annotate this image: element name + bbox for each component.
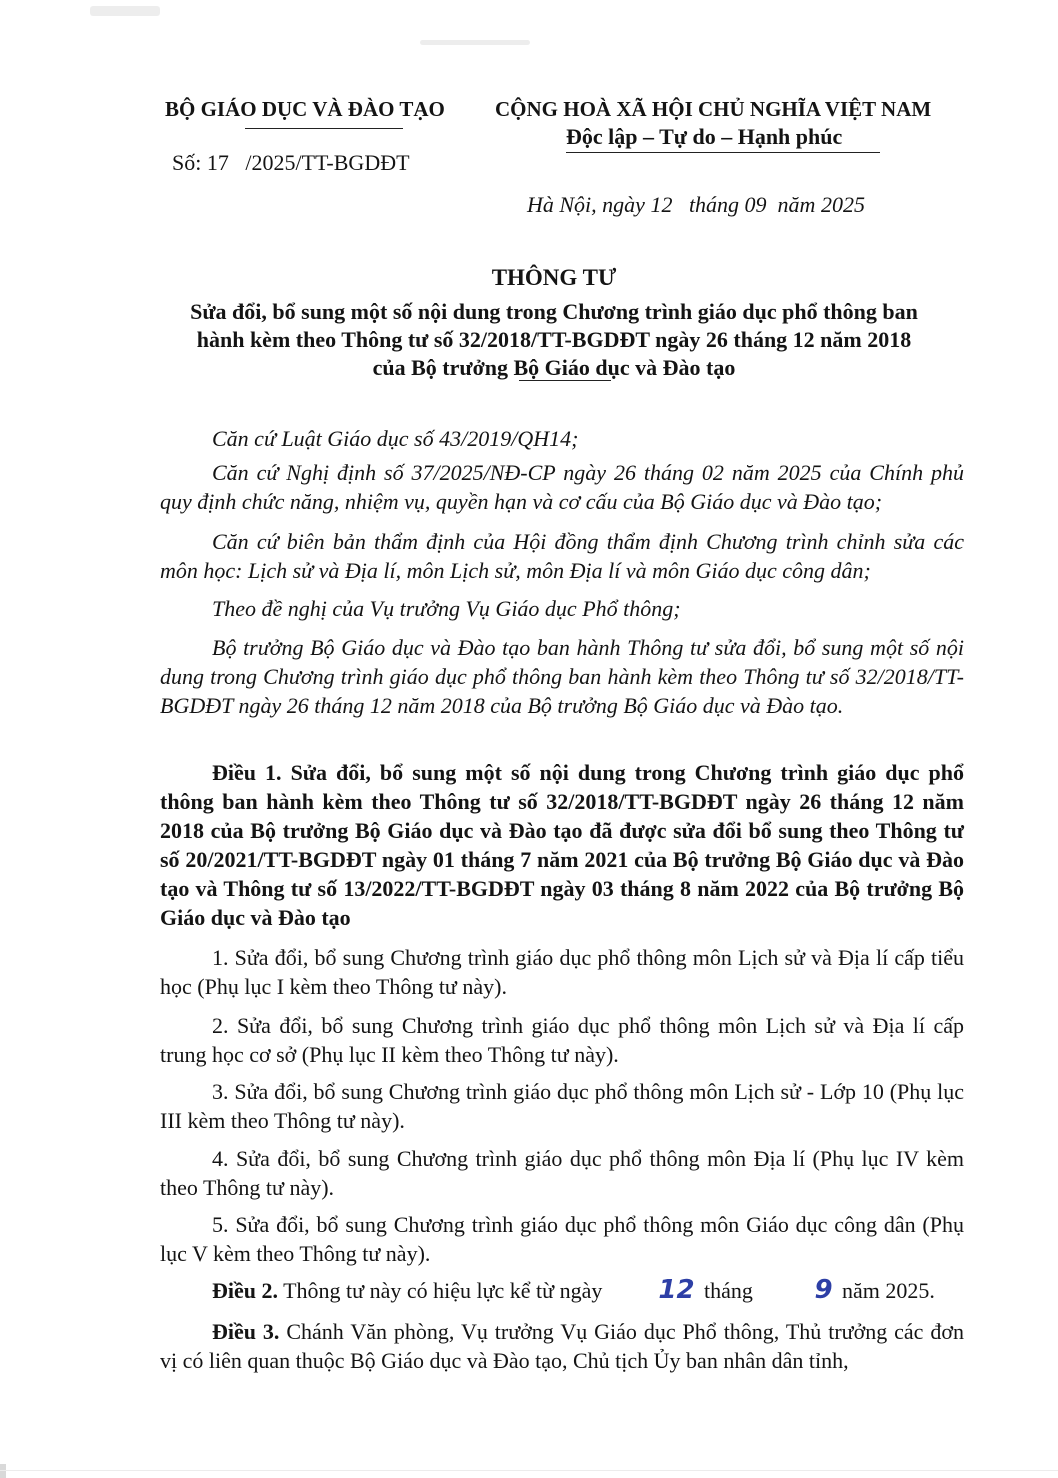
article-1-item-1: 1. Sửa đổi, bổ sung Chương trình giáo dục phổ thông môn Lịch sử và Địa lí cấp tiểu học (Phụ lục I kèm theo Thông tư này). [160,945,964,999]
motto-underline [566,152,880,153]
article-1-item-5: 5. Sửa đổi, bổ sung Chương trình giáo dục phổ thông môn Giáo dục công dân (Phụ lục V kèm theo Thông tư này). [160,1212,964,1266]
article-3-label: Điều 3. [212,1319,280,1344]
article-1-item-4: 4. Sửa đổi, bổ sung Chương trình giáo dục phổ thông môn Địa lí (Phụ lục IV kèm theo Thông tư này). [160,1146,964,1200]
article-2 [160,1276,964,1305]
place-date: Hà Nội, ngày 12 tháng 09 năm 2025 [527,192,865,217]
handwritten-day: 12 [658,1275,695,1305]
title-underline [519,380,611,381]
subject-line-2: hành kèm theo Thông tư số 32/2018/TT-BGDĐT ngày 26 tháng 12 năm 2018 [196,327,912,352]
national-motto: Độc lập – Tự do – Hạnh phúc [566,124,843,149]
article-2-label: Điều 2. [212,1278,278,1303]
document-type: THÔNG TƯ [491,265,617,290]
article-2-text-after: năm 2025. [836,1278,935,1303]
article-1-heading: Điều 1. Sửa đổi, bổ sung một số nội dung trong Chương trình giáo dục phổ thông ban hành kèm theo Thông tư số 32/2018/TT-BGDĐT ngày 26 tháng 12 năm 2018 của Bộ trưởng Bộ Giáo dục và Đào tạo đã được sửa đổi bổ sung theo Thông tư số 20/2021/TT-BGDĐT ngày 01 tháng 7 năm 2021 của Bộ trưởng Bộ Giáo dục và Đào tạo và Thông tư số 13/2022/TT-BGDĐT ngày 03 tháng 8 năm 2022 của Bộ trưởng Bộ Giáo dục và Đào tạo [160,760,964,930]
subject-line-3: của Bộ trưởng Bộ Giáo dục và Đào tạo [372,355,736,380]
article-3-text: Chánh Văn phòng, Vụ trưởng Vụ Giáo dục Phổ thông, Thủ trưởng các đơn vị có liên quan thuộc Bộ Giáo dục và Đào tạo, Chủ tịch Ủy ban nhân dân tỉnh, [160,1319,965,1373]
ministry-underline [245,128,403,129]
scan-edge-mark [0,1464,6,1478]
article-2-text-before: Thông tư này có hiệu lực kể từ ngày [278,1278,603,1303]
article-3 [160,1317,964,1375]
article-1-item-2: 2. Sửa đổi, bổ sung Chương trình giáo dục phổ thông môn Lịch sử và Địa lí cấp trung học cơ sở (Phụ lục II kèm theo Thông tư này). [160,1013,964,1067]
subject-line-1: Sửa đổi, bổ sung một số nội dung trong Chương trình giáo dục phổ thông ban [190,299,918,324]
document-number: Số: 17 /2025/TT-BGDĐT [172,150,410,175]
preamble-issuance: Bộ trưởng Bộ Giáo dục và Đào tạo ban hành Thông tư sửa đổi, bổ sung một số nội dung trong Chương trình giáo dục phổ thông ban hành kèm theo Thông tư số 32/2018/TT-BGDĐT ngày 26 tháng 12 năm 2018 của Bộ trưởng Bộ Giáo dục và Đào tạo. [160,635,964,718]
article-1-item-3: 3. Sửa đổi, bổ sung Chương trình giáo dục phổ thông môn Lịch sử - Lớp 10 (Phụ lục III kèm theo Thông tư này). [160,1079,964,1133]
article-2-text-month: tháng [698,1278,759,1303]
ministry-name: BỘ GIÁO DỤC VÀ ĐÀO TẠO [165,97,445,121]
preamble-education-law: Căn cứ Luật Giáo dục số 43/2019/QH14; [212,426,579,451]
scan-bottom-edge [0,1470,1058,1471]
preamble-decree: Căn cứ Nghị định số 37/2025/NĐ-CP ngày 26 tháng 02 năm 2025 của Chính phủ quy định chức năng, nhiệm vụ, quyền hạn và cơ cấu của Bộ Giáo dục và Đào tạo; [160,460,964,514]
preamble-appraisal: Căn cứ biên bản thẩm định của Hội đồng thẩm định Chương trình chỉnh sửa các môn học: Lịch sử và Địa lí, môn Lịch sử, môn Địa lí và môn Giáo dục công dân; [160,529,964,583]
handwritten-month: 9 [814,1275,833,1305]
scan-artifacts [0,0,1058,60]
country-name: CỘNG HOÀ XÃ HỘI CHỦ NGHĨA VIỆT NAM [495,97,932,121]
preamble-proposal: Theo đề nghị của Vụ trưởng Vụ Giáo dục Phổ thông; [212,596,681,621]
